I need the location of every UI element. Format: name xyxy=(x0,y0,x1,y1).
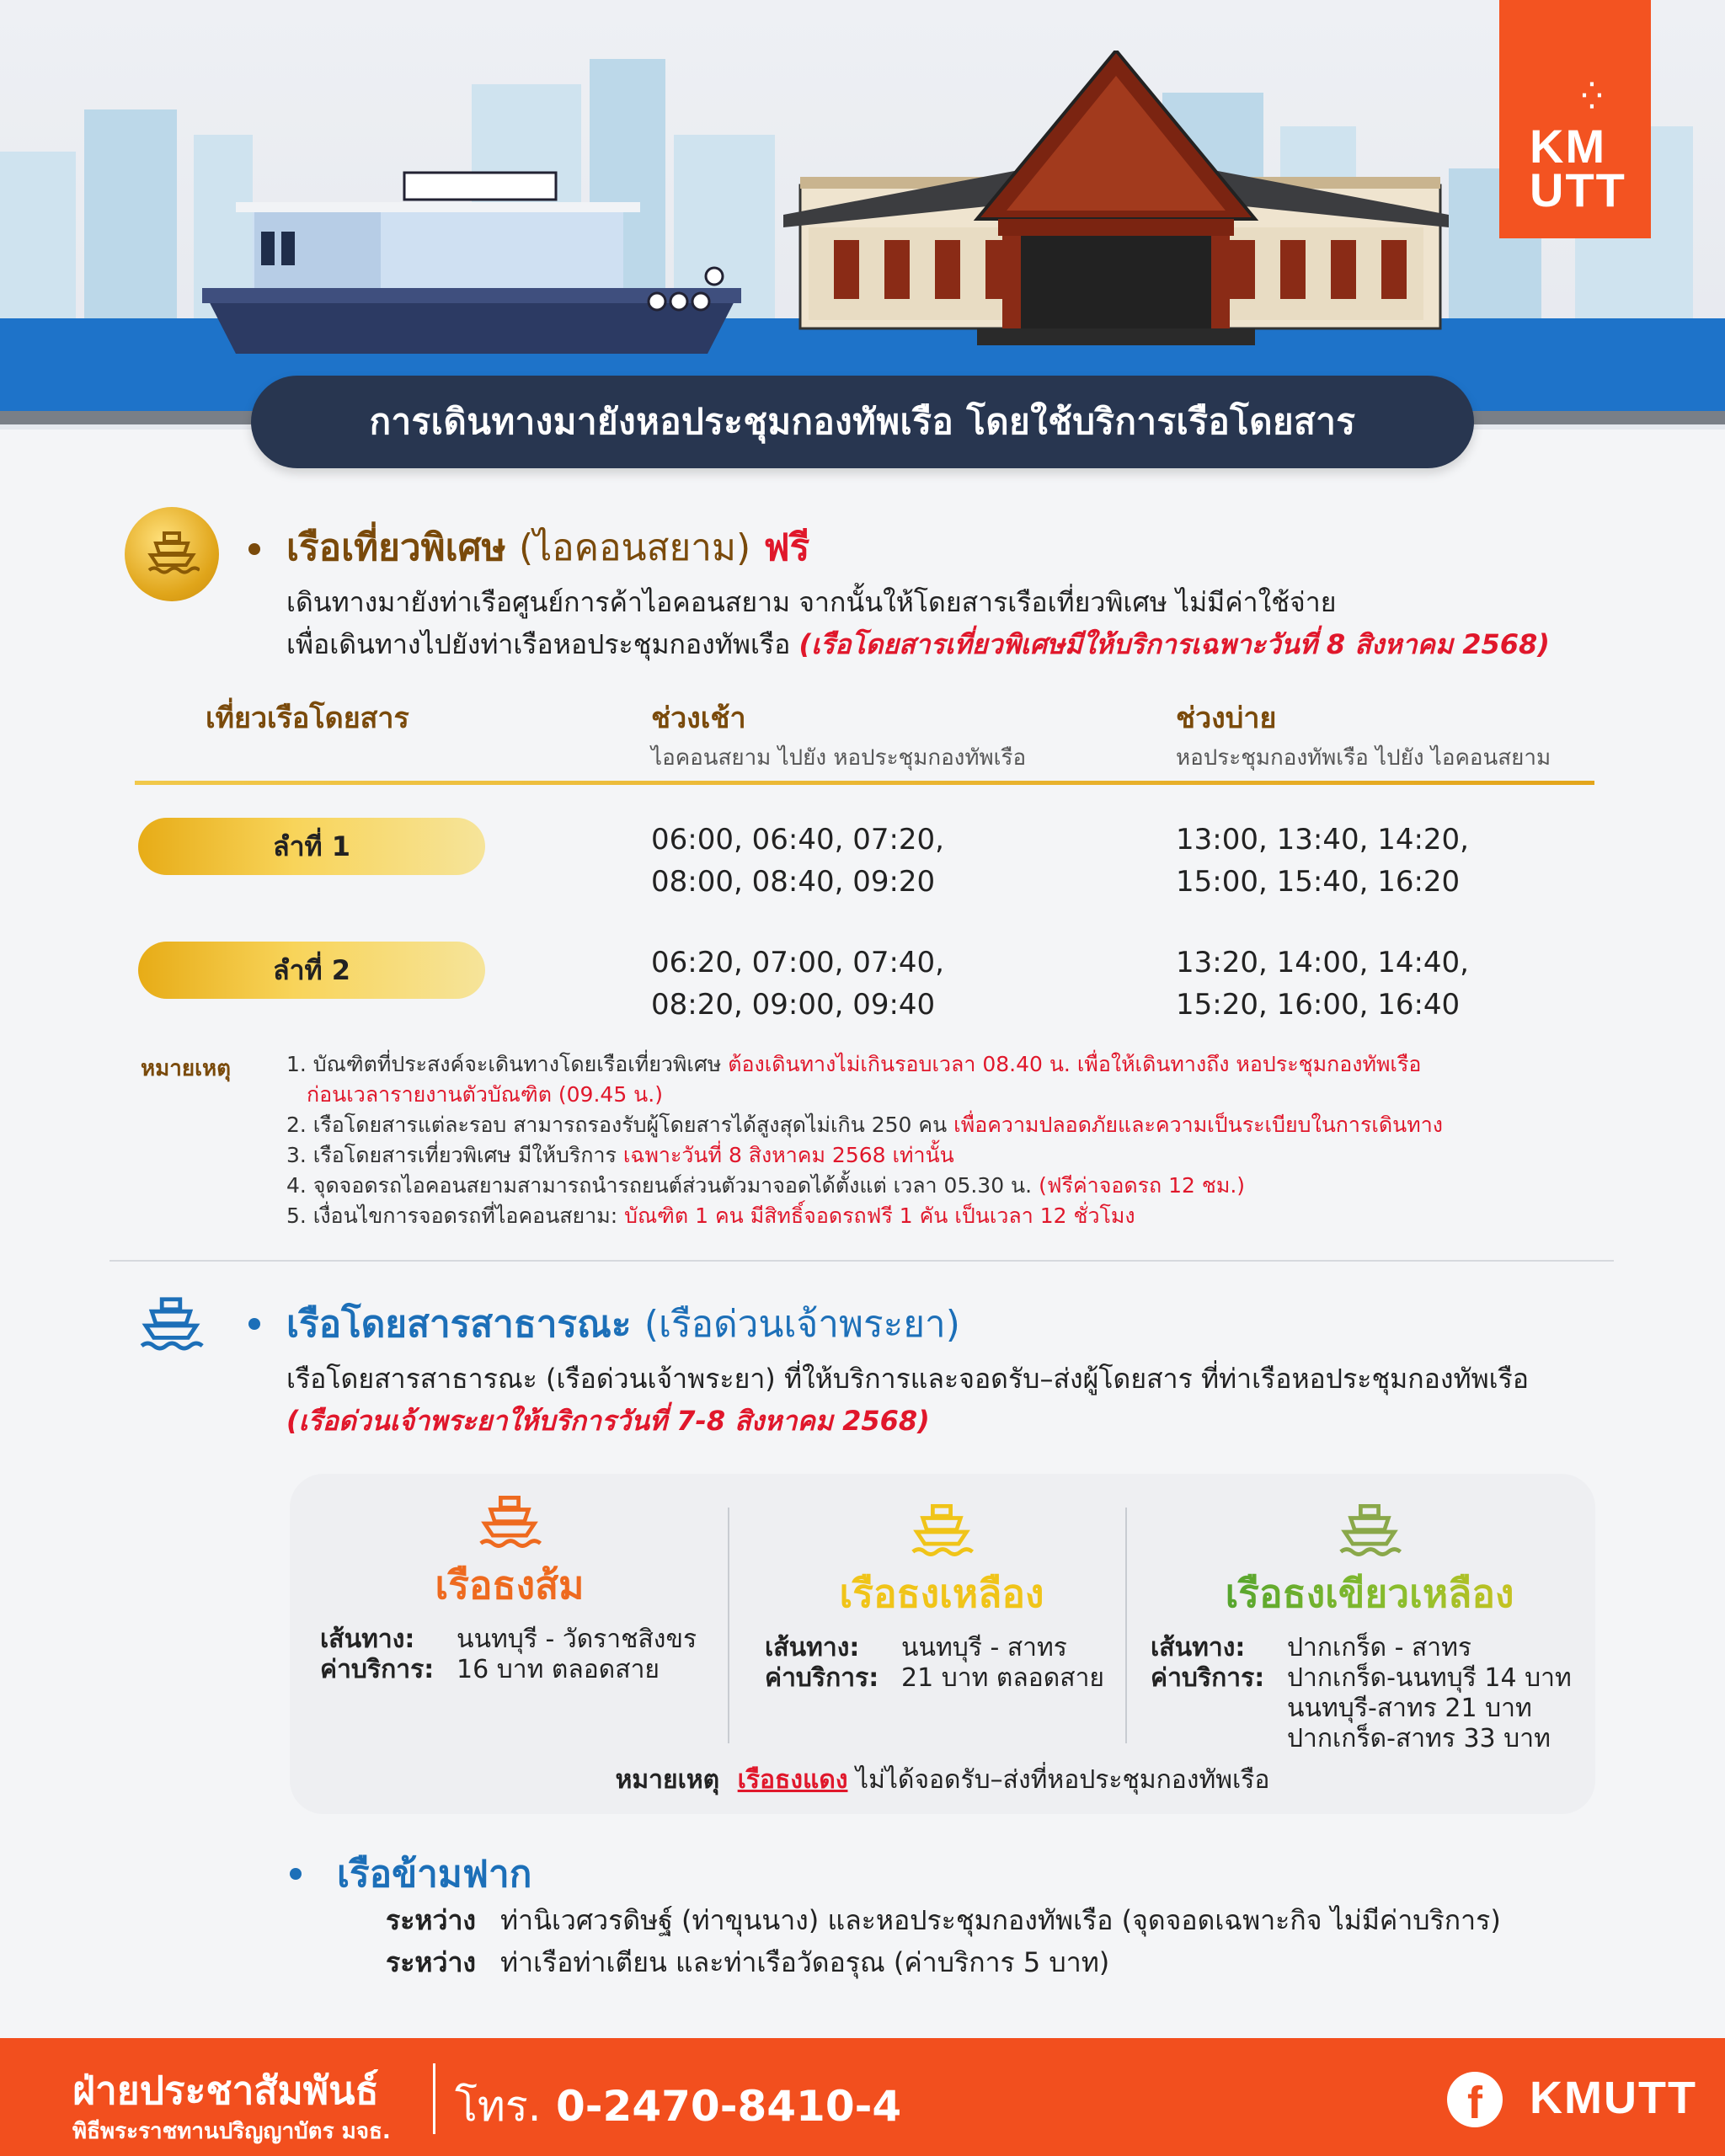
special-desc-line2-red: (เรือโดยสารเที่ยวพิเศษมีให้บริการเฉพาะวันที่ 8 สิงหาคม 2568) xyxy=(798,628,1550,660)
red-flag-name: เรือธงแดง xyxy=(737,1765,848,1795)
orange-boat-icon xyxy=(476,1496,543,1551)
time-row: 13:00, 13:40, 14:20, xyxy=(1176,823,1469,857)
time-row: 08:20, 09:00, 09:40 xyxy=(651,988,936,1022)
orange-route-row: เส้นทาง: นนทบุรี - วัดราชสิงขร xyxy=(320,1625,697,1654)
time-row: 15:20, 16:00, 16:40 xyxy=(1176,988,1461,1022)
time-row: 06:00, 06:40, 07:20, xyxy=(651,823,944,857)
time-row: 13:20, 14:00, 14:40, xyxy=(1176,946,1469,979)
page-title: การเดินทางมายังหอประชุมกองทัพเรือ โดยใช้บริการเรือโดยสาร xyxy=(251,376,1474,468)
green-flag-title: เรือธงเขียวเหลือง xyxy=(1151,1563,1589,1625)
table-divider xyxy=(135,781,1594,785)
time-row: 08:00, 08:40, 09:20 xyxy=(651,865,936,899)
section-divider xyxy=(109,1260,1614,1262)
col-header-trip: เที่ยวเรือโดยสาร xyxy=(206,702,409,735)
boat-2-pill: ลำที่ 2 xyxy=(138,942,485,999)
col-header-morning xyxy=(651,695,1026,775)
special-boat-heading xyxy=(286,518,809,577)
section-bullet xyxy=(248,543,260,555)
special-desc-line2: เพื่อเดินทางไปยังท่าเรือหอประชุมกองทัพเรือ xyxy=(286,628,791,660)
column-separator xyxy=(728,1508,729,1743)
public-note-text: ไม่ได้จอดรับ–ส่งที่หอประชุมกองทัพเรือ xyxy=(856,1765,1270,1795)
kmutt-logo xyxy=(1499,0,1651,238)
special-title-bold: เรือเที่ยวพิเศษ xyxy=(286,526,506,569)
note-4: 4. จุดจอดรถไอคอนสยามสามารถนำรถยนต์ส่วนตัวมาจอดได้ตั้งแต่ เวลา 05.30 น. (ฟรีค่าจอดรถ 12 ชม.) xyxy=(286,1173,1246,1198)
special-desc-line1: เดินทางมายังท่าเรือศูนย์การค้าไอคอนสยาม จากนั้นให้โดยสารเรือเที่ยวพิเศษ ไม่มีค่าใช้จ่าย xyxy=(286,586,1337,618)
time-row: 15:00, 15:40, 16:20 xyxy=(1176,865,1461,899)
afternoon-label: ช่วงบ่าย xyxy=(1176,702,1277,735)
ferry-line-2: ระหว่าง ท่าเรือท่าเตียน และท่าเรือวัดอรุณ (ค่าบริการ 5 บาท) xyxy=(386,1946,1110,1978)
yellow-fee-row: ค่าบริการ: 21 บาท ตลอดสาย xyxy=(765,1663,1105,1693)
green-boat-icon xyxy=(1336,1504,1403,1560)
footer-brand[interactable]: KMUTT xyxy=(1530,2073,1697,2123)
free-badge: ฟรี xyxy=(763,526,810,569)
morning-label: ช่วงเช้า xyxy=(651,702,746,735)
yellow-flag-card xyxy=(765,1504,1119,1694)
footer-subtitle: พิธีพระราชทานปริญญาบัตร มจธ. xyxy=(72,2119,391,2144)
yellow-boat-icon xyxy=(908,1504,975,1560)
public-note-label: หมายเหตุ xyxy=(615,1765,720,1795)
phone-number: 0-2470-8410-4 xyxy=(556,2082,902,2131)
public-title-bold: เรือโดยสารสาธารณะ xyxy=(286,1303,632,1346)
orange-flag-title: เรือธงส้ม xyxy=(435,1562,585,1608)
green-fee-row: ค่าบริการ: ปากเกร็ด-นนทบุรี 14 บาท xyxy=(1151,1663,1572,1693)
orange-flag-card xyxy=(320,1496,699,1685)
note-3: 3. เรือโดยสารเที่ยวพิเศษ มีให้บริการ เฉพาะวันที่ 8 สิงหาคม 2568 เท่านั้น xyxy=(286,1143,954,1167)
ferry-details xyxy=(386,1899,1501,1983)
yellow-route-row: เส้นทาง: นนทบุรี - สาทร xyxy=(765,1633,1067,1662)
footer-separator xyxy=(433,2063,435,2134)
time-row: 06:20, 07:00, 07:40, xyxy=(651,946,944,979)
special-description xyxy=(286,581,1550,665)
public-note xyxy=(290,1760,1595,1800)
orange-fee-row: ค่าบริการ: 16 บาท ตลอดสาย xyxy=(320,1655,660,1684)
public-desc-line1: เรือโดยสารสาธารณะ (เรือด่วนเจ้าพระยา) ที่ให้บริการและจอดรับ–ส่งผู้โดยสาร ที่ท่าเรือหอประชุมกองทัพเรือ xyxy=(286,1363,1529,1395)
green-fee-row-2: นนทบุรี-สาทร 21 บาท xyxy=(1287,1694,1532,1723)
note-2: 2. เรือโดยสารแต่ละรอบ สามารถรองรับผู้โดยสารได้สูงสุดไม่เกิน 250 คน เพื่อความปลอดภัยและความเป็นระเบียบในการเดินทาง xyxy=(286,1113,1443,1137)
header-illustration xyxy=(0,0,1725,430)
footer xyxy=(0,2038,1725,2156)
footer-department: ฝ่ายประชาสัมพันธ์ xyxy=(72,2068,379,2113)
boat-1-morning-times xyxy=(651,819,944,903)
public-boat-heading xyxy=(286,1294,960,1353)
special-note-label: หมายเหตุ xyxy=(141,1056,232,1081)
note-5: 5. เงื่อนไขการจอดรถที่ไอคอนสยาม: บัณฑิต 1 คน มีสิทธิ์จอดรถฟรี 1 คัน เป็นเวลา 12 ชั่วโมง xyxy=(286,1203,1135,1228)
column-separator xyxy=(1125,1508,1127,1743)
green-flag-card xyxy=(1151,1504,1589,1754)
public-description xyxy=(286,1358,1529,1442)
section-bullet xyxy=(290,1868,302,1880)
boat-2-morning-times xyxy=(651,942,944,1026)
yellow-flag-title: เรือธงเหลือง xyxy=(839,1571,1044,1616)
green-route-row: เส้นทาง: ปากเกร็ด - สาทร xyxy=(1151,1633,1472,1662)
afternoon-route: หอประชุมกองทัพเรือ ไปยัง ไอคอนสยาม xyxy=(1176,745,1551,771)
logo-line1: KM xyxy=(1530,120,1607,173)
public-title-paren: (เรือด่วนเจ้าพระยา) xyxy=(644,1303,960,1346)
col-header-afternoon xyxy=(1176,695,1551,775)
boat-illustration xyxy=(202,160,741,362)
phone-label: โทร. xyxy=(455,2082,542,2131)
ferry-heading: เรือข้ามฟาก xyxy=(337,1853,532,1896)
public-desc-line2: (เรือด่วนเจ้าพระยาให้บริการวันที่ 7-8 สิงหาคม 2568) xyxy=(286,1405,930,1437)
navy-hall-illustration xyxy=(783,51,1449,354)
green-fee-row-3: ปากเกร็ด-สาทร 33 บาท xyxy=(1287,1724,1551,1753)
note-1: 1. บัณฑิตที่ประสงค์จะเดินทางโดยเรือเที่ยวพิเศษ ต้องเดินทางไม่เกินรอบเวลา 08.40 น. เพื่อให้เดินทางถึง หอประชุมกองทัพเรือ xyxy=(286,1052,1422,1076)
boat-2-afternoon-times xyxy=(1176,942,1469,1026)
boat-1-afternoon-times xyxy=(1176,819,1469,903)
note-1-cont: ก่อนเวลารายงานตัวบัณฑิต (09.45 น.) xyxy=(307,1082,663,1107)
gold-boat-icon xyxy=(125,507,219,601)
special-notes xyxy=(286,1049,1443,1231)
logo-sparkle-icon: ⁛ xyxy=(1582,83,1602,110)
boat-1-pill: ลำที่ 1 xyxy=(138,818,485,875)
facebook-icon[interactable]: f xyxy=(1447,2072,1503,2127)
logo-line2: UTT xyxy=(1530,163,1626,216)
ferry-line-1: ระหว่าง ท่านิเวศวรดิษฐ์ (ท่าขุนนาง) และหอประชุมกองทัพเรือ (จุดจอดเฉพาะกิจ ไม่มีค่าบริการ) xyxy=(386,1904,1501,1936)
section-bullet xyxy=(248,1318,260,1330)
blue-boat-icon xyxy=(136,1295,206,1356)
footer-phone xyxy=(455,2073,901,2140)
special-title-paren: (ไอคอนสยาม) xyxy=(518,526,751,569)
morning-route: ไอคอนสยาม ไปยัง หอประชุมกองทัพเรือ xyxy=(651,745,1027,771)
